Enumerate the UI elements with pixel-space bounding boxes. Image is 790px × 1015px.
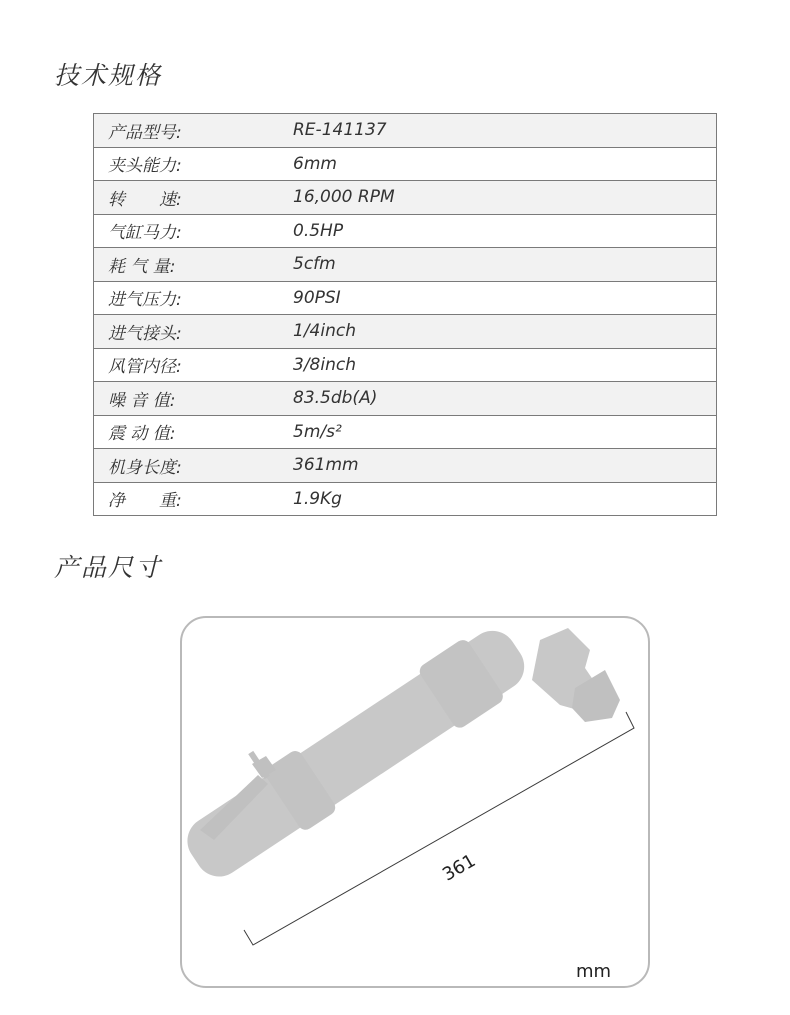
spec-label: 产品型号: xyxy=(94,114,294,148)
spec-label: 转 速: xyxy=(94,181,294,215)
spec-label: 震 动 值: xyxy=(94,415,294,449)
spec-value: 0.5HP xyxy=(293,214,717,248)
spec-value: 5cfm xyxy=(293,248,717,282)
spec-value: 83.5db(A) xyxy=(293,382,717,416)
dimension-unit-label: mm xyxy=(576,961,612,982)
spec-label: 风管内径: xyxy=(94,348,294,382)
spec-value: 1.9Kg xyxy=(293,488,342,509)
spec-label: 进气压力: xyxy=(94,281,294,315)
spec-value: 3/8inch xyxy=(293,348,717,382)
size-title: 产品尺寸 xyxy=(54,553,163,582)
spec-value: 90PSI xyxy=(293,281,717,315)
spec-value: RE-141137 xyxy=(293,114,717,148)
spec-label: 进气接头: xyxy=(94,315,294,349)
spec-label: 噪 音 值: xyxy=(94,382,294,416)
spec-label: 机身长度: xyxy=(94,449,294,483)
spec-label: 夹头能力: xyxy=(94,147,294,181)
spec-value: 361mm xyxy=(293,449,717,483)
grinder-tool-silhouette xyxy=(175,617,620,891)
spec-label: 气缸马力: xyxy=(94,214,294,248)
spec-label: 净 重: xyxy=(108,491,182,512)
dimension-length-label: 361 xyxy=(439,850,480,886)
spec-value: 6mm xyxy=(293,147,717,181)
spec-value: 5m/s² xyxy=(293,415,717,449)
specs-title: 技术规格 xyxy=(54,61,163,90)
spec-value: 1/4inch xyxy=(293,315,717,349)
spec-label: 耗 气 量: xyxy=(94,248,294,282)
spec-value: 16,000 RPM xyxy=(293,181,717,215)
